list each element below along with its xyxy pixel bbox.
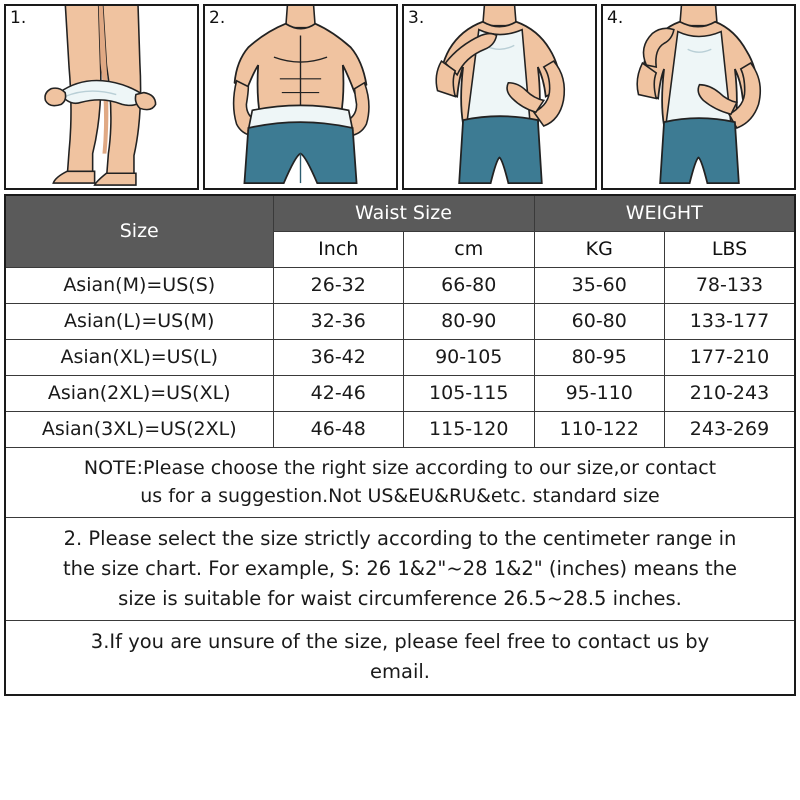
cell-size: Asian(2XL)=US(XL) — [5, 375, 273, 411]
cell-lbs: 177-210 — [665, 339, 796, 375]
subheader-cm: cm — [404, 231, 535, 267]
step-2-number: 2. — [209, 8, 226, 28]
cell-lbs: 210-243 — [665, 375, 796, 411]
note-1-line-1: NOTE:Please choose the right size according to our size,or contact — [83, 456, 717, 479]
cell-size: Asian(M)=US(S) — [5, 267, 273, 303]
table-row — [5, 375, 795, 411]
cell-cm: 80-90 — [404, 303, 535, 339]
step-4-number: 4. — [607, 8, 624, 28]
instruction-illustrations — [0, 0, 800, 192]
note-2-row — [5, 517, 795, 621]
table-row — [5, 267, 795, 303]
header-waist-size: Waist Size — [273, 195, 534, 231]
cell-size: Asian(3XL)=US(2XL) — [5, 411, 273, 447]
cell-cm: 115-120 — [404, 411, 535, 447]
cell-inch: 36-42 — [273, 339, 404, 375]
cell-inch: 42-46 — [273, 375, 404, 411]
back-arms-crossed-icon — [404, 6, 595, 188]
cell-kg: 95-110 — [534, 375, 665, 411]
header-size: Size — [5, 195, 273, 267]
note-1-line-2: us for a suggestion.Not US&EU&RU&etc. standard size — [140, 485, 660, 507]
note-1 — [5, 447, 795, 517]
note-3-row — [5, 621, 795, 695]
table-row — [5, 339, 795, 375]
cell-inch: 32-36 — [273, 303, 404, 339]
cell-kg: 60-80 — [534, 303, 665, 339]
table-group-header-row — [5, 195, 795, 231]
cell-kg: 80-95 — [534, 339, 665, 375]
note-1-row — [5, 447, 795, 517]
step-3-illustration — [402, 4, 597, 190]
subheader-lbs: LBS — [665, 231, 796, 267]
legs-pulling-garment-icon — [6, 6, 197, 188]
note-2-line-2: the size chart. For example, S: 26 1&2"~28 1&2" (inches) means the — [62, 556, 738, 580]
cell-size: Asian(XL)=US(L) — [5, 339, 273, 375]
note-3 — [5, 621, 795, 695]
cell-cm: 90-105 — [404, 339, 535, 375]
size-chart-table — [4, 194, 796, 696]
cell-size: Asian(L)=US(M) — [5, 303, 273, 339]
note-3-line-1: 3.If you are unsure of the size, please feel free to contact us by — [90, 630, 710, 654]
cell-cm: 66-80 — [404, 267, 535, 303]
step-2-illustration — [203, 4, 398, 190]
cell-inch: 26-32 — [273, 267, 404, 303]
cell-lbs: 243-269 — [665, 411, 796, 447]
step-1-number: 1. — [10, 8, 27, 28]
subheader-inch: Inch — [273, 231, 404, 267]
cell-lbs: 133-177 — [665, 303, 796, 339]
cell-inch: 46-48 — [273, 411, 404, 447]
cell-kg: 110-122 — [534, 411, 665, 447]
subheader-kg: KG — [534, 231, 665, 267]
cell-lbs: 78-133 — [665, 267, 796, 303]
note-2-line-1: 2. Please select the size strictly according to the centimeter range in — [63, 526, 737, 550]
table-row — [5, 303, 795, 339]
table-row — [5, 411, 795, 447]
cell-kg: 35-60 — [534, 267, 665, 303]
header-weight: WEIGHT — [534, 195, 795, 231]
step-1-illustration — [4, 4, 199, 190]
cell-cm: 105-115 — [404, 375, 535, 411]
note-3-line-2: email. — [370, 660, 430, 684]
note-2-line-3: size is suitable for waist circumference 26.5~28.5 inches. — [118, 586, 682, 610]
torso-hands-on-hips-icon — [205, 6, 396, 188]
back-adjusting-straps-icon — [603, 6, 794, 188]
note-2 — [5, 517, 795, 621]
step-3-number: 3. — [408, 8, 425, 28]
step-4-illustration — [601, 4, 796, 190]
